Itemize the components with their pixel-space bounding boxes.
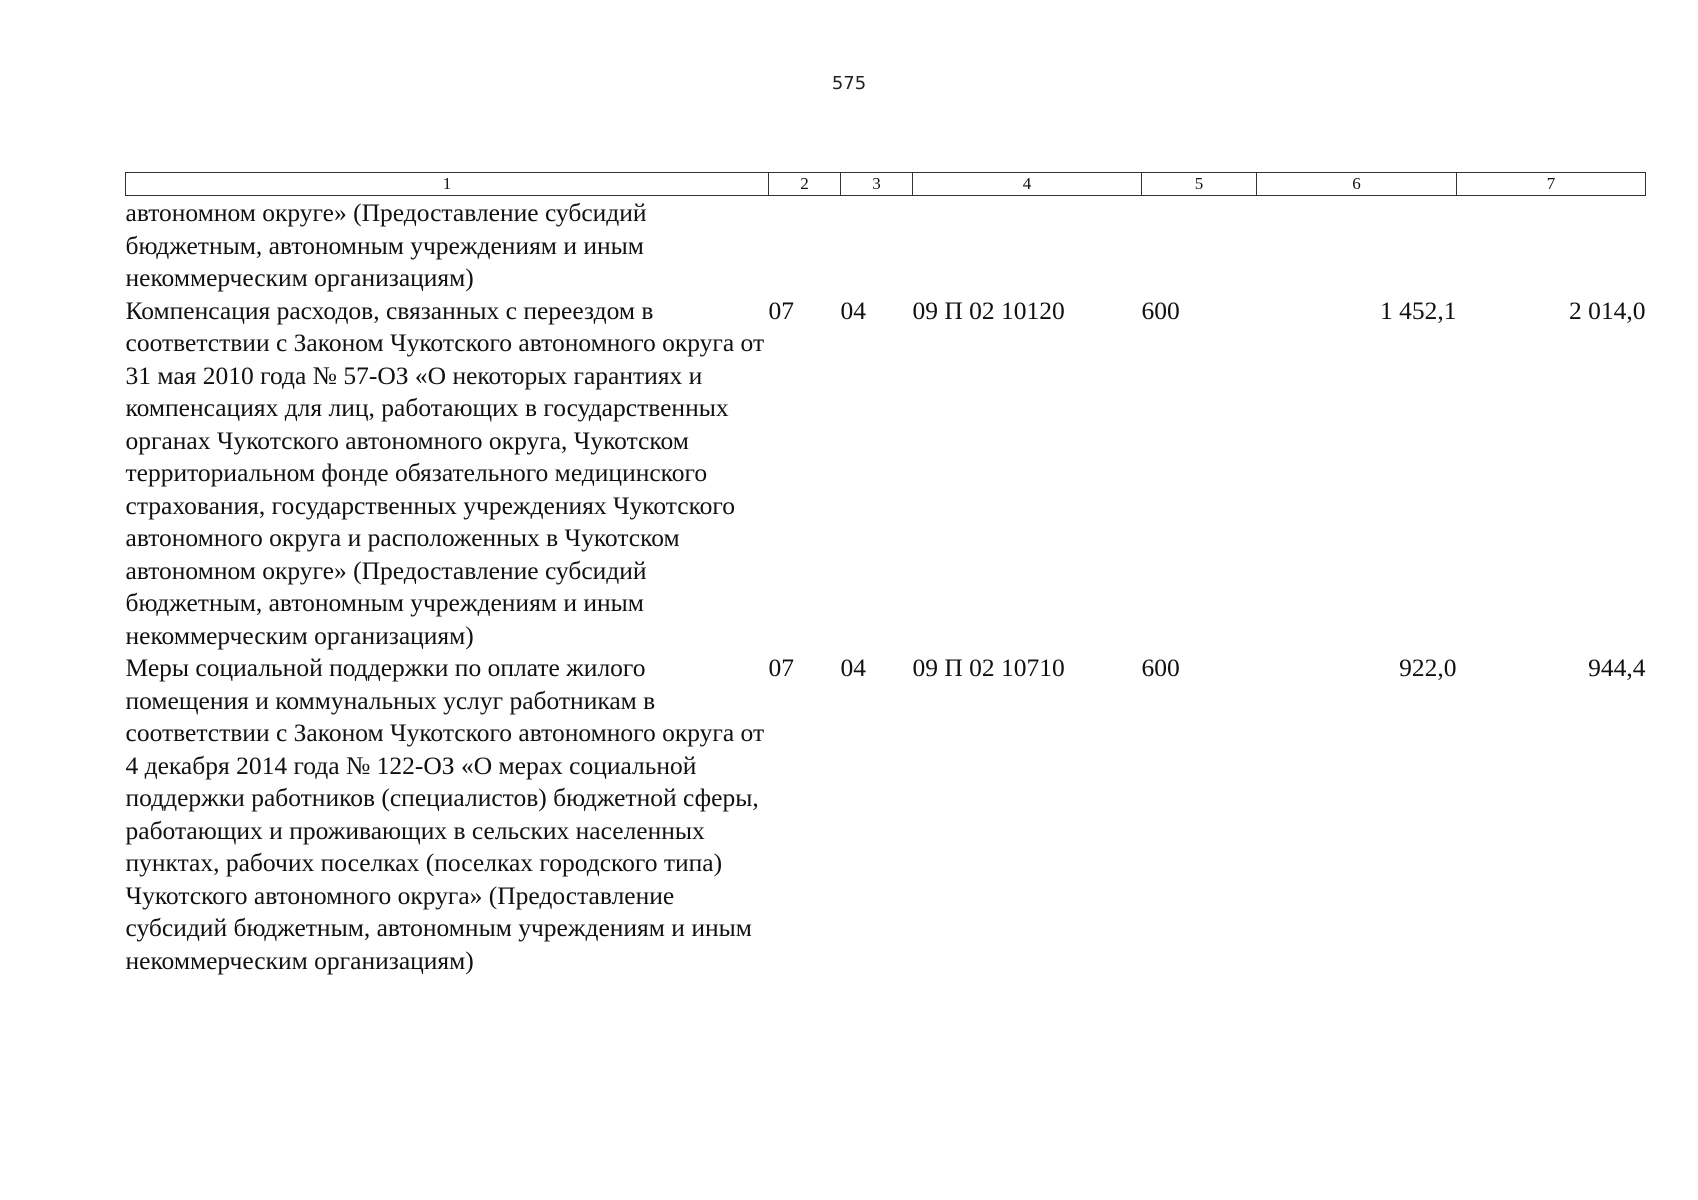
row-target-article: 09 П 02 10120 xyxy=(912,295,1065,325)
column-header: 4 xyxy=(913,173,1142,196)
row-subsection: 04 xyxy=(840,653,866,682)
row-amount-col6 xyxy=(1257,196,1457,295)
row-amount-col7: 944,4 xyxy=(1588,653,1646,682)
column-header: 1 xyxy=(126,173,769,196)
row-amount-col6: 1 452,1 xyxy=(1380,295,1457,325)
row-expense-type: 600 xyxy=(1141,653,1180,682)
row-description: Компенсация расходов, связанных с переездом в соответствии с Законом Чукотского автономного округа от 31 мая 2010 года № 57-ОЗ «О некоторых гарантиях и компенсациях для лиц, работающих в государственных органах Чукотского автономного округа, Чукотском территориальном фонде обязательного медицинского страхования, государственных учреждениях Чукотского автономного округа и расположенных в Чукотском автономном округе» (Предоставление субсидий бюджетным, автономным учреждениям и иным некоммерческим организациям) xyxy=(125,295,765,650)
row-subsection xyxy=(841,196,913,295)
row-section xyxy=(769,196,841,295)
row-expense-type: 600 xyxy=(1141,295,1180,325)
row-amount-col7 xyxy=(1457,196,1646,295)
row-section: 07 xyxy=(768,295,794,325)
row-expense-type xyxy=(1142,196,1257,295)
row-amount-col6: 922,0 xyxy=(1399,653,1457,682)
page-number: 575 xyxy=(831,73,867,94)
row-description: Меры социальной поддержки по оплате жилого помещения и коммунальных услуг работникам в соответствии с Законом Чукотского автономного округа от 4 декабря 2014 года № 122-ОЗ «О мерах социальной поддержки работников (специалистов) бюджетной сферы, работающих и проживающих в сельских населенных пунктах, рабочих поселках (поселках городского типа) Чукотского автономного округа» (Предоставление субсидий бюджетным, автономным учреждениям и иным некоммерческим организациям) xyxy=(125,653,765,975)
row-target-article xyxy=(913,196,1142,295)
row-subsection: 04 xyxy=(840,295,866,325)
budget-table xyxy=(125,172,1646,977)
column-header: 3 xyxy=(841,173,913,196)
row-amount-col7: 2 014,0 xyxy=(1569,295,1646,325)
table-row xyxy=(126,196,1646,295)
row-target-article: 09 П 02 10710 xyxy=(912,653,1065,682)
column-header: 6 xyxy=(1257,173,1457,196)
row-section: 07 xyxy=(768,653,794,682)
table-row xyxy=(126,652,1646,977)
table-header-row xyxy=(126,173,1646,196)
row-description: автономном округе» (Предоставление субсидий бюджетным, автономным учреждениям и иным некоммерческим организациям) xyxy=(125,198,647,292)
column-header: 5 xyxy=(1142,173,1257,196)
column-header: 7 xyxy=(1457,173,1646,196)
column-header: 2 xyxy=(769,173,841,196)
table-row xyxy=(126,295,1646,653)
